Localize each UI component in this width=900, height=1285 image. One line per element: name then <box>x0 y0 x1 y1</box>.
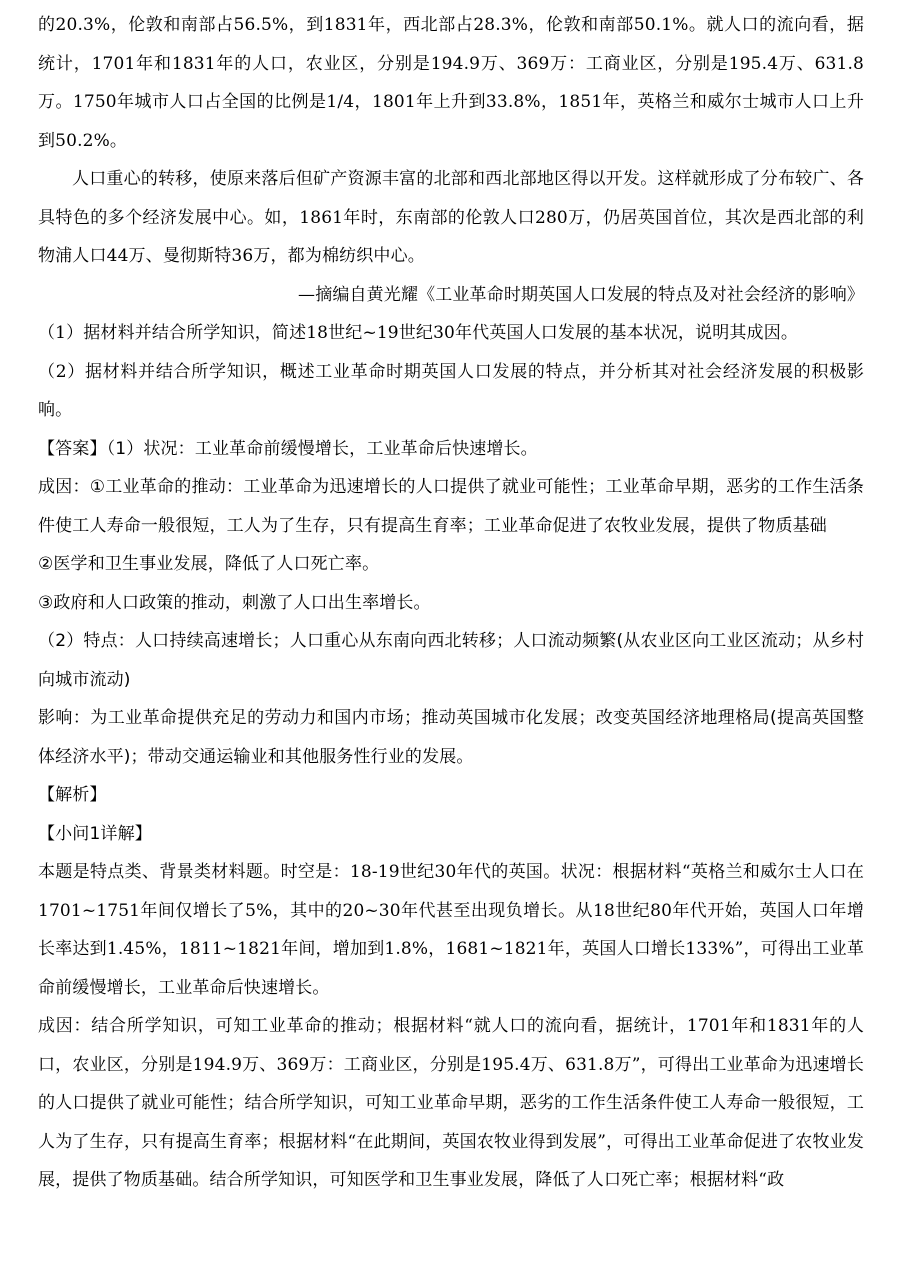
material-paragraph-1: 的20.3%，伦敦和南部占56.5%，到1831年，西北部占28.3%，伦敦和南部50.1%。就人口的流向看，据统计，1701年和1831年的人口，农业区，分别是194.9万、369万：工商业区，分别是195.4万、631.8万。1750年城市人口占全国的比例是1/4，1801年上升到33.8%，1851年，英格兰和威尔士城市人口上升到50.2%。 <box>38 15 864 151</box>
analysis-label: 【解析】 <box>38 785 107 805</box>
answer-line-1: 【答案】（1）状况：工业革命前缓慢增长，工业革命后快速增长。 <box>38 438 538 459</box>
answer-cause-1: 成因：①工业革命的推动：工业革命为迅速增长的人口提供了就业可能性；工业革命早期，恶劣的工作生活条件使工人寿命一般很短，工人为了生存，只有提高生育率；工业革命促进了农牧业发展，提供了物质基础 <box>38 477 864 536</box>
answer-traits: （2）特点：人口持续高速增长；人口重心从东南向西北转移；人口流动频繁(从农业区向工业区流动；从乡村向城市流动) <box>38 631 864 690</box>
document-page <box>38 6 864 1200</box>
question-1: （1）据材料并结合所学知识，简述18世纪~19世纪30年代英国人口发展的基本状况，说明其成因。 <box>38 323 799 343</box>
question-2: （2）据材料并结合所学知识，概述工业革命时期英国人口发展的特点，并分析其对社会经济发展的积极影响。 <box>38 361 864 420</box>
analysis-sub-label: 【小问1详解】 <box>38 823 152 844</box>
material-paragraph-2: 人口重心的转移，使原来落后但矿产资源丰富的北部和西北部地区得以开发。这样就形成了分布较广、各具特色的多个经济发展中心。如，1861年时，东南部的伦敦人口280万，仍居英国首位，其次是西北部的利物浦人口44万、曼彻斯特36万，都为棉纺织中心。 <box>38 169 864 266</box>
material-source: —摘编自黄光耀《工业革命时期英国人口发展的特点及对社会经济的影响》 <box>298 284 864 305</box>
answer-impact: 影响：为工业革命提供充足的劳动力和国内市场；推动英国城市化发展；改变英国经济地理格局(提高英国整体经济水平)；带动交通运输业和其他服务性行业的发展。 <box>38 708 864 767</box>
analysis-paragraph-2: 成因：结合所学知识，可知工业革命的推动；根据材料“就人口的流向看，据统计，1701年和1831年的人口，农业区，分别是194.9万、369万：工商业区，分别是195.4万、631.8万”，可得出工业革命为迅速增长的人口提供了就业可能性；结合所学知识，可知工业革命早期，恶劣的工作生活条件使工人寿命一般很短，工人为了生存，只有提高生育率；根据材料“在此期间，英国农牧业得到发展”，可得出工业革命促进了农牧业发展，提供了物质基础。结合所学知识，可知医学和卫生事业发展，降低了人口死亡率；根据材料“政 <box>38 1016 864 1190</box>
answer-cause-2: ②医学和卫生事业发展，降低了人口死亡率。 <box>38 554 380 574</box>
answer-cause-3: ③政府和人口政策的推动，刺激了人口出生率增长。 <box>38 592 431 613</box>
analysis-paragraph-1: 本题是特点类、背景类材料题。时空是：18-19世纪30年代的英国。状况：根据材料“英格兰和威尔士人口在1701~1751年间仅增长了5%，其中的20~30年代甚至出现负增长。从18世纪80年代开始，英国人口年增长率达到1.45%，1811~1821年间，增加到1.8%，1681~1821年，英国人口增长133%”，可得出工业革命前缓慢增长，工业革命后快速增长。 <box>38 862 864 998</box>
